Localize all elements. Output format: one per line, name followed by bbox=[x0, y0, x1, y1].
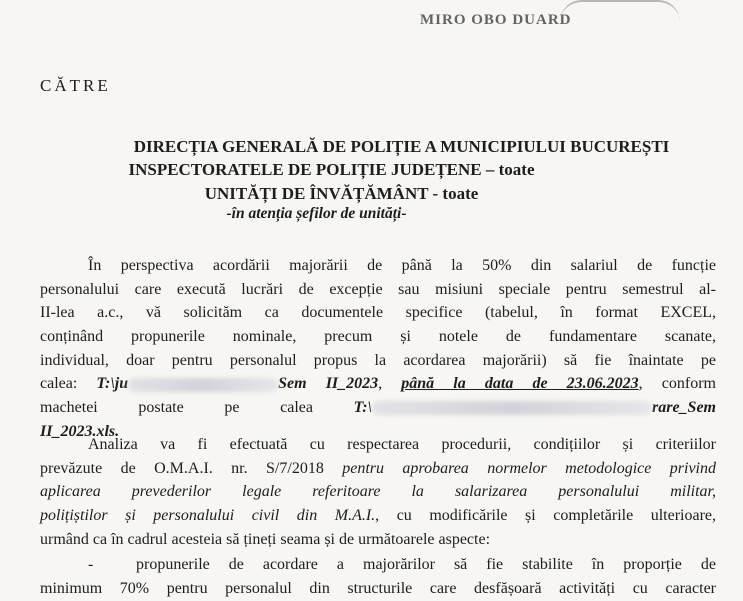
header-stamp: MIRO OBO DUARD bbox=[420, 12, 572, 28]
order-title-part-3: polițiștilor și personalului civil din M.A.I. bbox=[40, 507, 376, 525]
conform-text: , conform bbox=[638, 375, 716, 393]
paragraph-2-line-2 bbox=[40, 457, 716, 481]
paragraph-1-line-7 bbox=[40, 396, 716, 420]
template-path-end: rare_Sem bbox=[652, 399, 716, 417]
paragraph-2-line-4 bbox=[40, 504, 716, 528]
bullet-continuation bbox=[40, 577, 716, 601]
template-filename: II_2023.xls. bbox=[40, 422, 120, 440]
amendments-text: , cu modificările și completările ulterioare, bbox=[375, 507, 717, 525]
bullet-line-1: propunerile de acordare a majorărilor să fie stabilite în proporție de bbox=[136, 556, 716, 573]
paragraph-1-line-4: conținând propunerile nominale, precum și notele de fundamentare scanate, bbox=[40, 328, 716, 346]
paragraph-1-line-6 bbox=[40, 372, 716, 396]
addressee-line-1: DIRECȚIA GENERALĂ DE POLIȚIE A MUNICIPIULUI BUCUREȘTI bbox=[133, 137, 670, 156]
template-path-label: machetei postate pe calea bbox=[40, 399, 354, 417]
bullet-dash: - bbox=[88, 556, 94, 573]
paragraph-1-line-1: În perspectiva acordării majorării de până la 50% din salariul de funcție bbox=[88, 257, 716, 274]
network-path-start: T:\ju bbox=[96, 375, 129, 393]
order-title-part-1: pentru aprobarea normelor metodologice privind bbox=[342, 459, 717, 477]
paragraph-1-line-3: II-lea a.c., vă solicităm ca documentele specifice (tabelul, în format EXCEL, bbox=[40, 304, 716, 322]
addressee-label: CĂTRE bbox=[40, 76, 111, 95]
network-path-end: Sem II_2023 bbox=[278, 375, 379, 393]
signature-scribble bbox=[560, 0, 680, 22]
comma-text: , bbox=[378, 375, 402, 393]
paragraph-1-line-5: individual, doar pentru personalul propus la acordarea majorării) să fie înaintate pe bbox=[40, 351, 716, 369]
redacted-template-path bbox=[372, 401, 652, 415]
addressee-line-2: INSPECTORATELE DE POLIȚIE JUDEȚENE – toate bbox=[128, 160, 535, 179]
addressee-line-3: UNITĂȚI DE ÎNVĂȚĂMÂNT - toate bbox=[204, 184, 479, 203]
addressee-line-4: -în atenția șefilor de unități- bbox=[226, 205, 407, 222]
deadline-text: până la data de 23.06.2023 bbox=[401, 375, 639, 393]
paragraph-2-line-5: urmând ca în cadrul acesteia să țineți seama și de următoarele aspecte: bbox=[40, 530, 491, 548]
paragraph-2-line-1: Analiza va fi efectuată cu respectarea procedurii, condițiilor și criteriilor bbox=[88, 436, 716, 453]
order-reference: prevăzute de O.M.A.I. nr. S/7/2018 bbox=[40, 459, 343, 477]
template-path-start: T:\ bbox=[353, 399, 372, 417]
paragraph-2-line-3: aplicarea prevederilor legale referitoare la salarizarea personalului militar, bbox=[40, 483, 716, 501]
paragraph-1 bbox=[40, 254, 716, 444]
paragraph-1-line-2: personalului care execută lucrări de excepție sau misiuni speciale pentru semestrul al- bbox=[40, 280, 716, 298]
bullet-line-2: minimum 70% pentru personalul din structurile care desfășoară activități cu caracter bbox=[40, 580, 716, 597]
redacted-path bbox=[128, 378, 278, 392]
paragraph-2 bbox=[40, 433, 716, 551]
path-prefix-label: calea: bbox=[40, 375, 97, 393]
